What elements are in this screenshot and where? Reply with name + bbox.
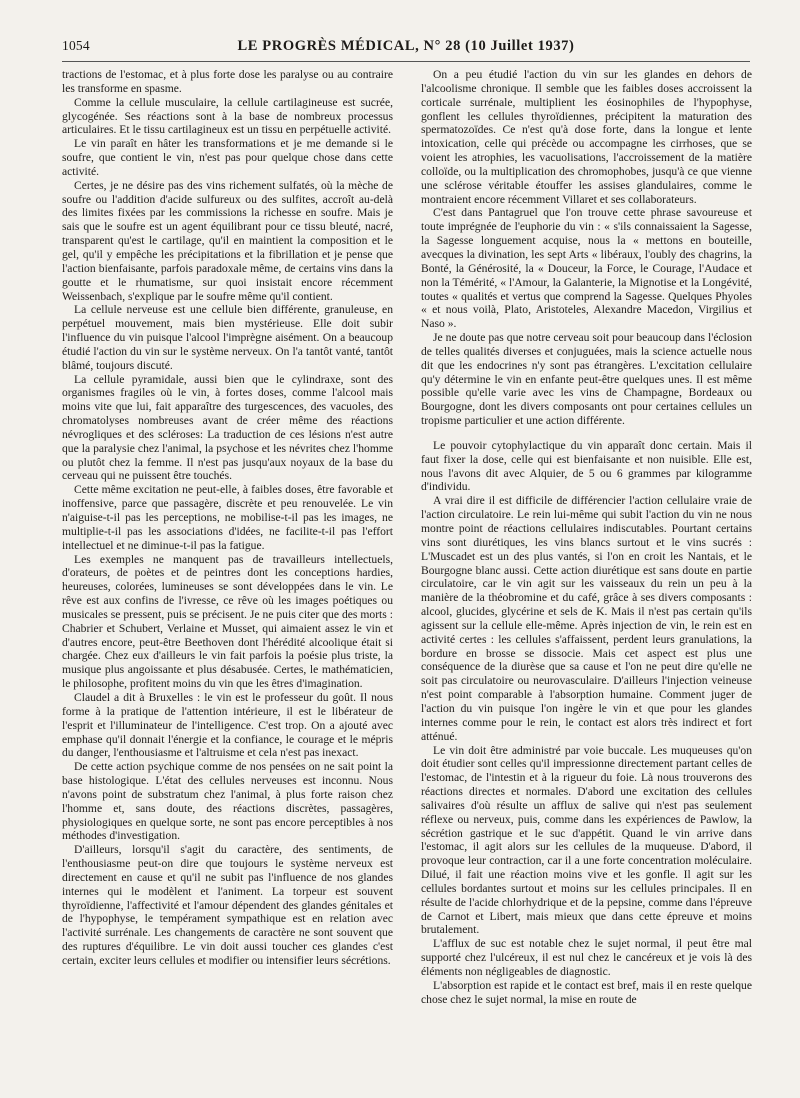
paragraph: Les exemples ne manquent pas de travailleurs intellectuels, d'orateurs, de poètes et de peintres dont les conceptions hardies, heureuses, colorées, lumineuses se sont développées dans le vin. Le rêve est aux confins de l'ivresse, ce rêve où les images poétiques ou musicales se pressent, puis se précisent. Je ne puis citer que des morts : Chabrier et Schubert, Verlaine et Musset, qui aimaient assez le vin et d'autres encore, peut-être Beethoven dont l'hérédité alcoolique était si chargée. Chez eux d'ailleurs le vin fait parfois la poésie plus triste, la musique plus angoissante et plus désabusée. Certes, le mathématicien, le philosophe, profitent moins du vin que les êtres d'imagination. (62, 552, 393, 691)
paragraph: Cette même excitation ne peut-elle, à faibles doses, être favorable et inoffensive, parce que passagère, discrète et peu renouvelée. Le vin n'aiguise-t-il pas les perceptions, ne mobilise-t-il pas les images, ne multiplie-t-il pas les associations d'idées, ne facilite-t-il pas l'effort intellectuel et ne diminue-t-il pas la fatigue. (62, 483, 393, 552)
paragraph: Le vin paraît en hâter les transformations et je me demande si le soufre, que contient le vin, n'est pas pour quelque chose dans cette activité. (62, 137, 393, 178)
paragraph: Claudel a dit à Bruxelles : le vin est le professeur du goût. Il nous forme à la pratique de l'attention intérieure, il est le libérateur de l'esprit et l'illuminateur de l'intelligence. C'est trop. On a ajouté avec emphase qu'il donnait l'énergie et la confiance, le courage et le mépris du danger, l'enthousiasme et l'altruisme et cela n'est pas inexact. (62, 690, 393, 760)
right-column (421, 68, 752, 1007)
paragraph: L'absorption est rapide et le contact est bref, mais il en reste quelque chose chez le sujet normal, la mise en route de (421, 978, 752, 1006)
paragraph: A vrai dire il est difficile de différencier l'action cellulaire vraie de l'action circulatoire. Le rein lui-même qui subit l'action du vin ne nous montre point de réactions cellulaires indiscutables. Pourtant certains vins sont diurétiques, les vins blancs surtout et le vins sucrés : L'Muscadet est un des plus vantés, si l'on en croit les Nantais, et le Bourgogne blanc aussi. Cette action diurétique est sans doute en partie circulatoire, car le vin agit sur les vaisseaux du rein un peu à la manière de la théobromine et du café, grâce à ses divers composants : alcool, glucides, glycérine et sels de K. Mais il n'est pas certain qu'ils agissent sur la cellule elle-même. Après injection de vin, le rein est en activité certes : les cellules s'affaissent, perdent leurs granulations, la bordure en brosse se dissocie. Mais cet aspect est plus une conséquence de la diurèse que sa cause et l'on ne peut dire qu'elle ne soit pas circulatoire ou neurovasculaire. D'ailleurs l'injection veineuse n'est point comparable à l'absorption humaine. Comment juger de l'action du vin puisque l'on ingère le vin et que pour les glandes internes comme pour le rein, le contact est alors très indirect et fort atténué. (421, 494, 752, 743)
paragraph: tractions de l'estomac, et à plus forte dose les paralyse ou au contraire les transforme en spasme. (62, 68, 393, 95)
paragraph: D'ailleurs, lorsqu'il s'agit du caractère, des sentiments, de l'enthousiasme peut-on dire que toujours le système nerveux est directement en cause et qu'il ne subit pas l'influence de nos glandes internes qui le modèlent et l'animent. La torpeur est souvent thyroïdienne, l'affectivité et l'amour dépendent des glandes génitales et de l'hypophyse, le tempérament sympathique est en relation avec l'activité surrénale. Les changements de caractère ne sont souvent que des ruptures d'équilibre. Le vin doit aussi toucher ces glandes c'est certain, exciter leurs cellules et modifier ou intensifier leurs sécrétions. (62, 843, 393, 967)
page-header (62, 38, 750, 60)
paragraph: La cellule pyramidale, aussi bien que le cylindraxe, sont des organismes fragiles où le vin, à fortes doses, comme l'alcool mais moins vite que lui, fait apparaître des turgescences, des vacuoles, des chromatolyses nombreuses avant de créer même des réactions névrogliques et des scléroses: La traduction de ces lésions n'est autre que la paralysie chez l'animal, la psychose et les névrites chez l'homme ou plutôt chez la femme. Il n'est pas jusqu'aux noyaux de la base du cerveau qui ne puissent être touchés. (62, 372, 393, 483)
running-title: LE PROGRÈS MÉDICAL, N° 28 (10 Juillet 1937) (237, 38, 575, 54)
page-number: 1054 (62, 38, 90, 53)
header-rule (62, 61, 750, 62)
paragraph: La cellule nerveuse est une cellule bien différente, granuleuse, en perpétuel mouvement, mais bien mystérieuse. Elle doit subir l'influence du vin puisque l'alcool l'imprègne aisément. On a beaucoup étudié l'action du vin sur le système nerveux. On l'a tantôt vanté, tantôt blâmé, toujours discuté. (62, 303, 393, 372)
paragraph: De cette action psychique comme de nos pensées on ne sait point la base histologique. L'état des cellules nerveuses est inconnu. Nous n'avons point de substratum chez l'animal, à plus forte raison chez l'homme et, sans doute, des réactions discrètes, passagères, physiologiques en quelque sorte, ne sont pas encore perceptibles à nos méthodes d'investigation. (62, 760, 393, 843)
paragraph: Je ne doute pas que notre cerveau soit pour beaucoup dans l'éclosion de telles qualités diverses et conjuguées, mais la science actuelle nous dit que les endocrines n'y sont pas étrangères. L'excitation cellulaire qu'y détermine le vin en enfante peut-être quelques unes. Il est même possible qu'elle varie avec les vins de Champagne, Bordeaux ou Bourgogne, dont les divers composants ont pour certaines cellules un tropisme particulier et une action différente. (421, 331, 752, 428)
paragraph: Le pouvoir cytophylactique du vin apparaît donc certain. Mais il faut fixer la dose, celle qui est bienfaisante et non nuisible. Elle est, nous l'avons dit avec Alquier, de 5 ou 6 grammes par kilogramme d'individu. (421, 438, 752, 494)
left-column (62, 68, 393, 968)
paragraph: C'est dans Pantagruel que l'on trouve cette phrase savoureuse et toute imprégnée de l'euphorie du vin : « s'ils connaissaient la Sagesse, la Sagesse longuement acquise, nous la « mettons en bouteille, avecques la divination, les sept Arts « libéraux, l'oubly des chagrins, la Bonté, la Générosité, la « Douceur, la Force, le Courage, l'Audace et non la Témérité, « l'Amour, la Galanterie, la Mignotise et la Longévité, toutes « qualités et vertus que comprend la Sagesse. Quelques Phyoles « et nous voilà, Plato, Aristoteles, Alexandre Macedon, Virgilius et Naso ». (421, 206, 752, 331)
paragraph: On a peu étudié l'action du vin sur les glandes en dehors de l'alcoolisme chronique. Il semble que les faibles doses accroissent la corticale surrénale, multiplient les éosinophiles de l'hypophyse, gonflent les cellules thyroïdiennes, précipitent la maturation des spermatozoïdes. Ce n'est qu'à dose forte, dans la longue et lente intoxication, celle qui précède ou accompagne les cirrhoses, que se voient les atrophies, les vacuolisations, l'accroissement de la matière colloïde, ou la multiplication des chromophobes, jusqu'à ce que vienne une sclérose véritable étouffer les assises glandulaires, comme le montraient encore récemment Villaret et ses collaborateurs. (421, 68, 752, 206)
paragraph: Le vin doit être administré par voie buccale. Les muqueuses qu'on doit étudier sont celles qu'il impressionne directement partant celles de l'estomac, de l'intestin et à la rigueur du foie. Là nous trouverons des réactions directes et normales. D'abord une excitation des cellules salivaires d'où résulte un afflux de salive qui n'est pas seulement réflexe ou nerveux, puis, comme dans les expériences de Pawlow, la sécrétion gastrique et le suc d'appétit. Quand le vin arrive dans l'estomac, il agit alors sur les cellules de la muqueuse. D'abord, il provoque leur contraction, car il a une forte concentration moléculaire. Dilué, il fait une réaction moins vive et les gonfle. Il agit sur les cellules bordantes surtout et moins sur les cellules principales. Il en résulte de l'acide chlorhydrique et de la pepsine, comme dans l'épreuve de Carnot et Libert, mais mieux que dans cette épreuve et moins brutalement. (421, 743, 752, 937)
paragraph: Comme la cellule musculaire, la cellule cartilagineuse est sucrée, glycogénée. Ses réactions sont à la base de nombreux processus articulaires. Et le tissu cartilagineux est un tissu en perpétuelle activité. (62, 95, 393, 137)
paragraph: Certes, je ne désire pas des vins richement sulfatés, où la mèche de soufre ou l'addition d'acide sulfureux ou des sulfites, accroît au-delà des limites fixées par les commissions la richesse en soufre. Mais je sais que le soufre est un agent équilibrant pour ce tissu bleuté, nacré, transparent qu'est le cartilage, qu'il en maintient la composition et le gel, qu'il y empêche les précipitations et la fibrillation et je pense que l'action bienfaisante, parfois paradoxale même, de certains vins dans la goutte et le rhumatisme, sur quoi insistait encore récemment Weissenbach, s'explique par le soufre même qu'il contient. (62, 178, 393, 303)
paragraph: L'afflux de suc est notable chez le sujet normal, il peut être mal supporté chez l'ulcéreux, il est nul chez le cancéreux et je vois là des éléments non négligeables de diagnostic. (421, 937, 752, 978)
